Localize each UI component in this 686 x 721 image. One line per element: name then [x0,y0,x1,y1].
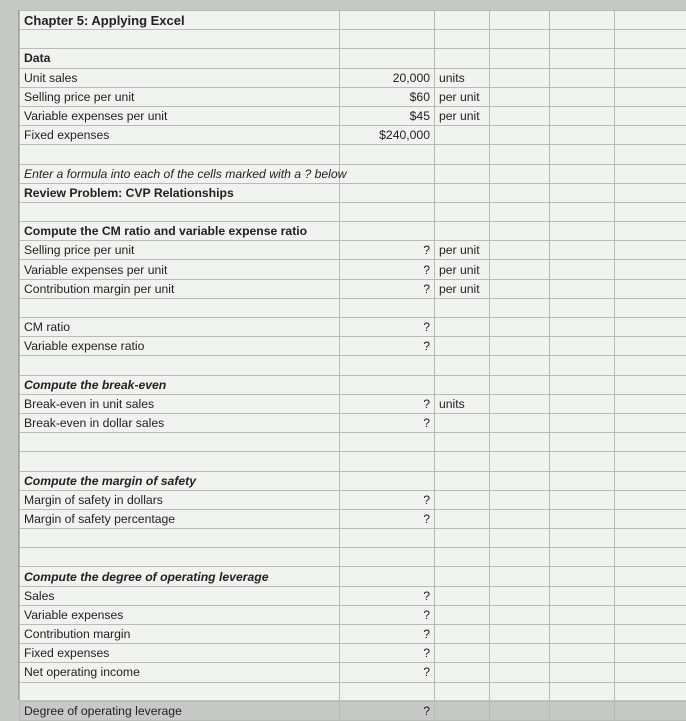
cell[interactable] [435,298,490,317]
table-row [20,663,686,682]
cell[interactable] [490,260,550,279]
cell[interactable] [490,567,550,586]
cell[interactable] [615,126,686,145]
cell[interactable] [615,605,686,624]
row-label[interactable]: Margin of safety percentage [20,509,340,528]
blank-row [20,145,686,164]
cell[interactable] [550,490,615,509]
cell[interactable] [550,682,615,701]
cell[interactable] [550,644,615,663]
cell[interactable] [490,394,550,413]
cell[interactable] [550,241,615,260]
cell[interactable] [20,356,340,375]
cm-heading[interactable]: Compute the CM ratio and variable expense ratio [20,222,340,241]
cell[interactable] [20,30,340,49]
cell[interactable] [490,298,550,317]
review-heading[interactable]: Review Problem: CVP Relationships [20,183,340,202]
cell[interactable] [340,567,435,586]
row-value[interactable]: ? [340,701,435,720]
cell[interactable] [490,241,550,260]
cell[interactable] [435,222,490,241]
cell[interactable] [550,11,615,30]
breakeven-heading[interactable]: Compute the break-even [20,375,340,394]
table-row [20,241,686,260]
cell[interactable] [615,394,686,413]
cell[interactable] [490,49,550,68]
cell[interactable] [615,375,686,394]
row-unit[interactable]: per unit [435,260,490,279]
row-label[interactable]: Net operating income [20,663,340,682]
table-row [20,337,686,356]
row-label[interactable]: Margin of safety in dollars [20,490,340,509]
table-row [20,126,686,145]
table-row [20,279,686,298]
cell[interactable] [490,548,550,567]
row-value[interactable]: $45 [340,106,435,125]
cell[interactable] [340,164,435,183]
cell[interactable] [615,298,686,317]
cell[interactable] [550,433,615,452]
cell[interactable] [490,490,550,509]
cell[interactable] [435,145,490,164]
cell[interactable] [20,145,340,164]
cell[interactable] [435,663,490,682]
cell[interactable] [615,644,686,663]
row-unit[interactable]: per unit [435,106,490,125]
cell[interactable] [435,356,490,375]
cell[interactable] [435,183,490,202]
cell[interactable] [435,567,490,586]
row-value[interactable]: $240,000 [340,126,435,145]
cell[interactable] [550,106,615,125]
row-value[interactable]: 20,000 [340,68,435,87]
row-label[interactable]: Unit sales [20,68,340,87]
row-value[interactable]: $60 [340,87,435,106]
row-label[interactable]: Selling price per unit [20,87,340,106]
cell[interactable] [435,49,490,68]
cell[interactable] [490,318,550,337]
cell[interactable] [490,471,550,490]
row-unit[interactable]: per unit [435,241,490,260]
blank-row [20,433,686,452]
dol-heading-row [20,567,686,586]
cell[interactable] [550,49,615,68]
cell[interactable] [550,318,615,337]
row-value[interactable]: ? [340,586,435,605]
cell[interactable] [490,413,550,432]
cell[interactable] [550,605,615,624]
cell[interactable] [615,337,686,356]
worksheet-grid [19,10,686,721]
blank-row [20,452,686,471]
table-row [20,644,686,663]
cell[interactable] [435,471,490,490]
cell[interactable] [615,30,686,49]
cell[interactable] [340,682,435,701]
cell[interactable] [615,68,686,87]
row-unit[interactable]: units [435,394,490,413]
cell[interactable] [340,49,435,68]
cell[interactable] [615,548,686,567]
cell[interactable] [340,145,435,164]
cell[interactable] [490,452,550,471]
cell[interactable] [490,87,550,106]
cell[interactable] [435,586,490,605]
blank-row [20,30,686,49]
cell[interactable] [490,509,550,528]
cell[interactable] [20,548,340,567]
cell[interactable] [340,471,435,490]
cell[interactable] [490,701,550,720]
row-label[interactable]: Contribution margin [20,625,340,644]
cell[interactable] [435,625,490,644]
cell[interactable] [20,202,340,221]
cell[interactable] [550,452,615,471]
row-value[interactable]: ? [340,394,435,413]
cell[interactable] [615,106,686,125]
row-value[interactable]: ? [340,644,435,663]
cell[interactable] [550,375,615,394]
row-value[interactable]: ? [340,241,435,260]
cell[interactable] [615,701,686,720]
blank-row [20,682,686,701]
cell[interactable] [490,164,550,183]
cell[interactable] [550,529,615,548]
dol-heading[interactable]: Compute the degree of operating leverage [20,567,340,586]
table-row [20,413,686,432]
cell[interactable] [615,682,686,701]
blank-row [20,548,686,567]
table-row [20,586,686,605]
cell[interactable] [20,682,340,701]
cell[interactable] [490,145,550,164]
cell[interactable] [490,375,550,394]
cell[interactable] [435,548,490,567]
cell[interactable] [550,126,615,145]
cell[interactable] [615,509,686,528]
cell[interactable] [550,183,615,202]
cell[interactable] [550,68,615,87]
blank-row [20,298,686,317]
data-heading[interactable]: Data [20,49,340,68]
row-value[interactable]: ? [340,318,435,337]
row-unit[interactable]: per unit [435,279,490,298]
margin-heading-row [20,471,686,490]
cell[interactable] [550,356,615,375]
cell[interactable] [340,548,435,567]
row-label[interactable]: Selling price per unit [20,241,340,260]
cell[interactable] [340,452,435,471]
cell[interactable] [615,183,686,202]
cell[interactable] [550,394,615,413]
row-value[interactable]: ? [340,625,435,644]
cell[interactable] [490,682,550,701]
cell[interactable] [550,471,615,490]
table-row [20,87,686,106]
cell[interactable] [615,202,686,221]
cell[interactable] [490,605,550,624]
cell[interactable] [615,529,686,548]
cell[interactable] [435,682,490,701]
row-label[interactable]: Variable expenses per unit [20,260,340,279]
cell[interactable] [490,529,550,548]
cell[interactable] [490,433,550,452]
cell[interactable] [20,433,340,452]
row-label[interactable]: Fixed expenses [20,126,340,145]
cell[interactable] [615,87,686,106]
cell[interactable] [615,164,686,183]
cell[interactable] [490,11,550,30]
cell[interactable] [435,452,490,471]
cell[interactable] [550,87,615,106]
cell[interactable] [550,625,615,644]
instruction-row [20,164,686,183]
row-unit[interactable]: units [435,68,490,87]
cell[interactable] [550,701,615,720]
cell[interactable] [615,567,686,586]
cell[interactable] [435,337,490,356]
row-label[interactable]: Variable expense ratio [20,337,340,356]
cell[interactable] [340,356,435,375]
cell[interactable] [615,452,686,471]
cell[interactable] [435,529,490,548]
cell[interactable] [550,586,615,605]
row-label[interactable]: Contribution margin per unit [20,279,340,298]
cell[interactable] [615,145,686,164]
instruction-text[interactable]: Enter a formula into each of the cells marked with a ? below [20,164,340,183]
table-row [20,625,686,644]
row-label[interactable]: Sales [20,586,340,605]
cell[interactable] [615,279,686,298]
blank-row [20,529,686,548]
cell[interactable] [550,260,615,279]
cell[interactable] [340,529,435,548]
cell[interactable] [490,644,550,663]
row-label[interactable]: Variable expenses [20,605,340,624]
row-value[interactable]: ? [340,279,435,298]
cell[interactable] [340,433,435,452]
cell[interactable] [550,145,615,164]
cell[interactable] [435,375,490,394]
cell[interactable] [20,298,340,317]
cell[interactable] [490,586,550,605]
row-label[interactable]: Variable expenses per unit [20,106,340,125]
cell[interactable] [615,11,686,30]
cell[interactable] [20,452,340,471]
cell[interactable] [490,106,550,125]
table-row [20,605,686,624]
cell[interactable] [490,222,550,241]
row-value[interactable]: ? [340,260,435,279]
cell[interactable] [615,413,686,432]
cell[interactable] [550,298,615,317]
review-heading-row [20,183,686,202]
cell[interactable] [435,11,490,30]
cell[interactable] [550,279,615,298]
cell[interactable] [435,202,490,221]
cell[interactable] [340,11,435,30]
title-row [20,11,686,30]
cell[interactable] [490,663,550,682]
cell[interactable] [550,509,615,528]
row-label[interactable]: Degree of operating leverage [20,701,340,720]
cell[interactable] [340,375,435,394]
cell[interactable] [550,164,615,183]
cell[interactable] [615,356,686,375]
row-value[interactable]: ? [340,605,435,624]
cell[interactable] [340,30,435,49]
cell[interactable] [615,663,686,682]
cell[interactable] [550,337,615,356]
cell[interactable] [340,202,435,221]
cell[interactable] [550,567,615,586]
cell[interactable] [435,644,490,663]
table-row [20,68,686,87]
cell[interactable] [490,625,550,644]
cell[interactable] [550,663,615,682]
row-value[interactable]: ? [340,337,435,356]
table-row [20,106,686,125]
cell[interactable] [490,183,550,202]
cell[interactable] [340,298,435,317]
sheet-title[interactable]: Chapter 5: Applying Excel [20,11,340,30]
cell[interactable] [615,490,686,509]
blank-row [20,356,686,375]
table-row [20,509,686,528]
row-value[interactable]: ? [340,490,435,509]
cell[interactable] [435,490,490,509]
row-value[interactable]: ? [340,413,435,432]
cell[interactable] [615,586,686,605]
cell[interactable] [615,260,686,279]
spreadsheet [18,10,686,700]
cell[interactable] [615,49,686,68]
data-heading-row [20,49,686,68]
cell[interactable] [550,30,615,49]
blank-row [20,202,686,221]
cell[interactable] [490,126,550,145]
cell[interactable] [490,356,550,375]
cell[interactable] [340,183,435,202]
cell[interactable] [550,202,615,221]
cell[interactable] [490,202,550,221]
cell[interactable] [615,318,686,337]
row-unit[interactable]: per unit [435,87,490,106]
cell[interactable] [435,164,490,183]
cell[interactable] [435,605,490,624]
row-label[interactable]: Break-even in unit sales [20,394,340,413]
cell[interactable] [550,413,615,432]
cell[interactable] [490,279,550,298]
cell[interactable] [550,548,615,567]
breakeven-heading-row [20,375,686,394]
row-label[interactable]: CM ratio [20,318,340,337]
cm-heading-row [20,222,686,241]
table-row [20,490,686,509]
table-row [20,318,686,337]
row-unit[interactable] [435,413,490,432]
row-unit[interactable] [435,126,490,145]
table-row [20,701,686,720]
margin-heading[interactable]: Compute the margin of safety [20,471,340,490]
cell[interactable] [435,318,490,337]
cell[interactable] [615,471,686,490]
cell[interactable] [490,30,550,49]
table-row [20,394,686,413]
cell[interactable] [490,337,550,356]
cell[interactable] [435,701,490,720]
cell[interactable] [550,222,615,241]
cell[interactable] [340,222,435,241]
cell[interactable] [435,433,490,452]
cell[interactable] [490,68,550,87]
cell[interactable] [615,222,686,241]
cell[interactable] [615,241,686,260]
row-value[interactable]: ? [340,663,435,682]
cell[interactable] [615,625,686,644]
row-label[interactable]: Fixed expenses [20,644,340,663]
table-row [20,260,686,279]
row-label[interactable]: Break-even in dollar sales [20,413,340,432]
cell[interactable] [20,529,340,548]
cell[interactable] [435,509,490,528]
cell[interactable] [615,433,686,452]
cell[interactable] [435,30,490,49]
row-value[interactable]: ? [340,509,435,528]
